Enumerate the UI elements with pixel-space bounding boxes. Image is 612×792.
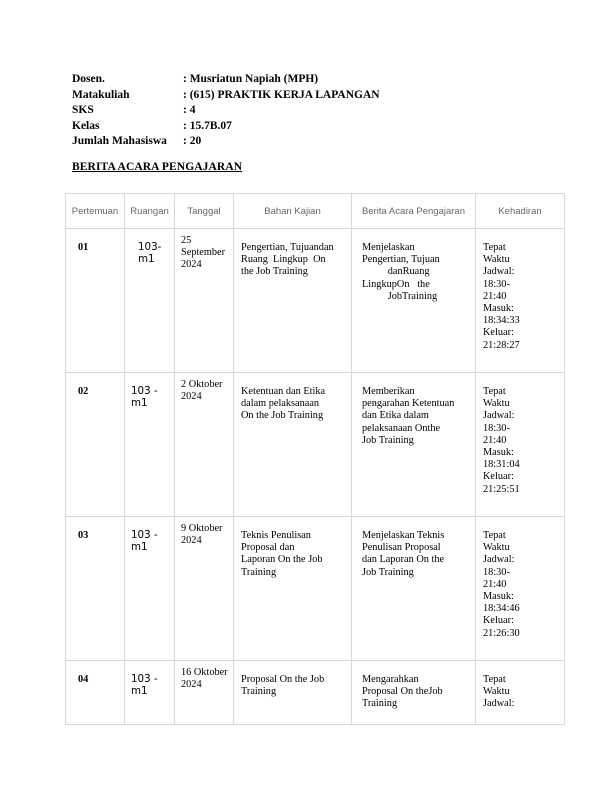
kelas-label: Kelas: [72, 119, 100, 132]
table-row: [66, 517, 565, 661]
info-row-matakuliah: [72, 88, 380, 104]
cell-kehadiran: Tepat Waktu Jadwal:: [476, 661, 565, 725]
cell-tanggal: 2 Oktober 2024: [175, 373, 234, 517]
info-row-jumlah: [72, 134, 380, 150]
sks-label: SKS: [72, 104, 94, 116]
cell-tanggal: 25 September 2024: [175, 229, 234, 373]
cell-bahan-kajian: Ketentuan dan Etika dalam pelaksanaan On the Job Training: [234, 373, 352, 517]
header-pertemuan: Pertemuan: [66, 194, 125, 229]
cell-bahan-kajian: Pengertian, Tujuandan Ruang Lingkup On the Job Training: [234, 229, 352, 373]
cell-ruangan: 103 - m1: [125, 373, 175, 517]
dosen-value: : Musriatun Napiah (MPH): [183, 73, 319, 85]
matakuliah-label: Matakuliah: [72, 88, 130, 101]
info-row-sks: [72, 103, 380, 119]
jumlah-label: Jumlah Mahasiswa: [72, 135, 167, 147]
header-tanggal: Tanggal: [175, 194, 234, 229]
table-row: [66, 661, 565, 725]
cell-berita-acara: Mengarahkan Proposal On theJob Training: [352, 661, 476, 725]
cell-ruangan: 103 - m1: [125, 517, 175, 661]
cell-bahan-kajian: Proposal On the Job Training: [234, 661, 352, 725]
course-info: [72, 72, 380, 150]
dosen-label: Dosen.: [72, 73, 105, 85]
cell-berita-acara: Menjelaskan Teknis Penulisan Proposal dan Laporan On the Job Training: [352, 517, 476, 661]
table-row: [66, 373, 565, 517]
cell-berita-acara: Menjelaskan Pengertian, Tujuan danRuang LingkupOn the JobTraining: [352, 229, 476, 373]
header-bahan-kajian: Bahan Kajian: [234, 194, 352, 229]
header-berita-acara: Berita Acara Pengajaran: [352, 194, 476, 229]
info-row-dosen: [72, 72, 380, 88]
cell-bahan-kajian: Teknis Penulisan Proposal dan Laporan On the Job Training: [234, 517, 352, 661]
header-ruangan: Ruangan: [125, 194, 175, 229]
header-kehadiran: Kehadiran: [476, 194, 565, 229]
matakuliah-value: : (615) PRAKTIK KERJA LAPANGAN: [183, 88, 380, 101]
kelas-value: : 15.7B.07: [183, 119, 232, 132]
cell-kehadiran: Tepat Waktu Jadwal: 18:30- 21:40 Masuk: 18:34:46 Keluar: 21:26:30: [476, 517, 565, 661]
cell-ruangan: 103 - m1: [125, 661, 175, 725]
document-title: BERITA ACARA PENGAJARAN: [72, 161, 243, 173]
table-header-row: [66, 194, 565, 229]
cell-pertemuan: 02: [66, 373, 125, 517]
attendance-table: [65, 193, 565, 725]
info-row-kelas: [72, 119, 380, 135]
sks-value: : 4: [183, 104, 196, 116]
cell-pertemuan: 01: [66, 229, 125, 373]
cell-kehadiran: Tepat Waktu Jadwal: 18:30- 21:40 Masuk: 18:34:33 Keluar: 21:28:27: [476, 229, 565, 373]
cell-tanggal: 16 Oktober 2024: [175, 661, 234, 725]
cell-pertemuan: 03: [66, 517, 125, 661]
cell-berita-acara: Memberikan pengarahan Ketentuan dan Etika dalam pelaksanaan Onthe Job Training: [352, 373, 476, 517]
cell-kehadiran: Tepat Waktu Jadwal: 18:30- 21:40 Masuk: 18:31:04 Keluar: 21:25:51: [476, 373, 565, 517]
jumlah-value: : 20: [183, 135, 202, 147]
cell-ruangan: 103- m1: [125, 229, 175, 373]
cell-pertemuan: 04: [66, 661, 125, 725]
cell-tanggal: 9 Oktober 2024: [175, 517, 234, 661]
table-row: [66, 229, 565, 373]
